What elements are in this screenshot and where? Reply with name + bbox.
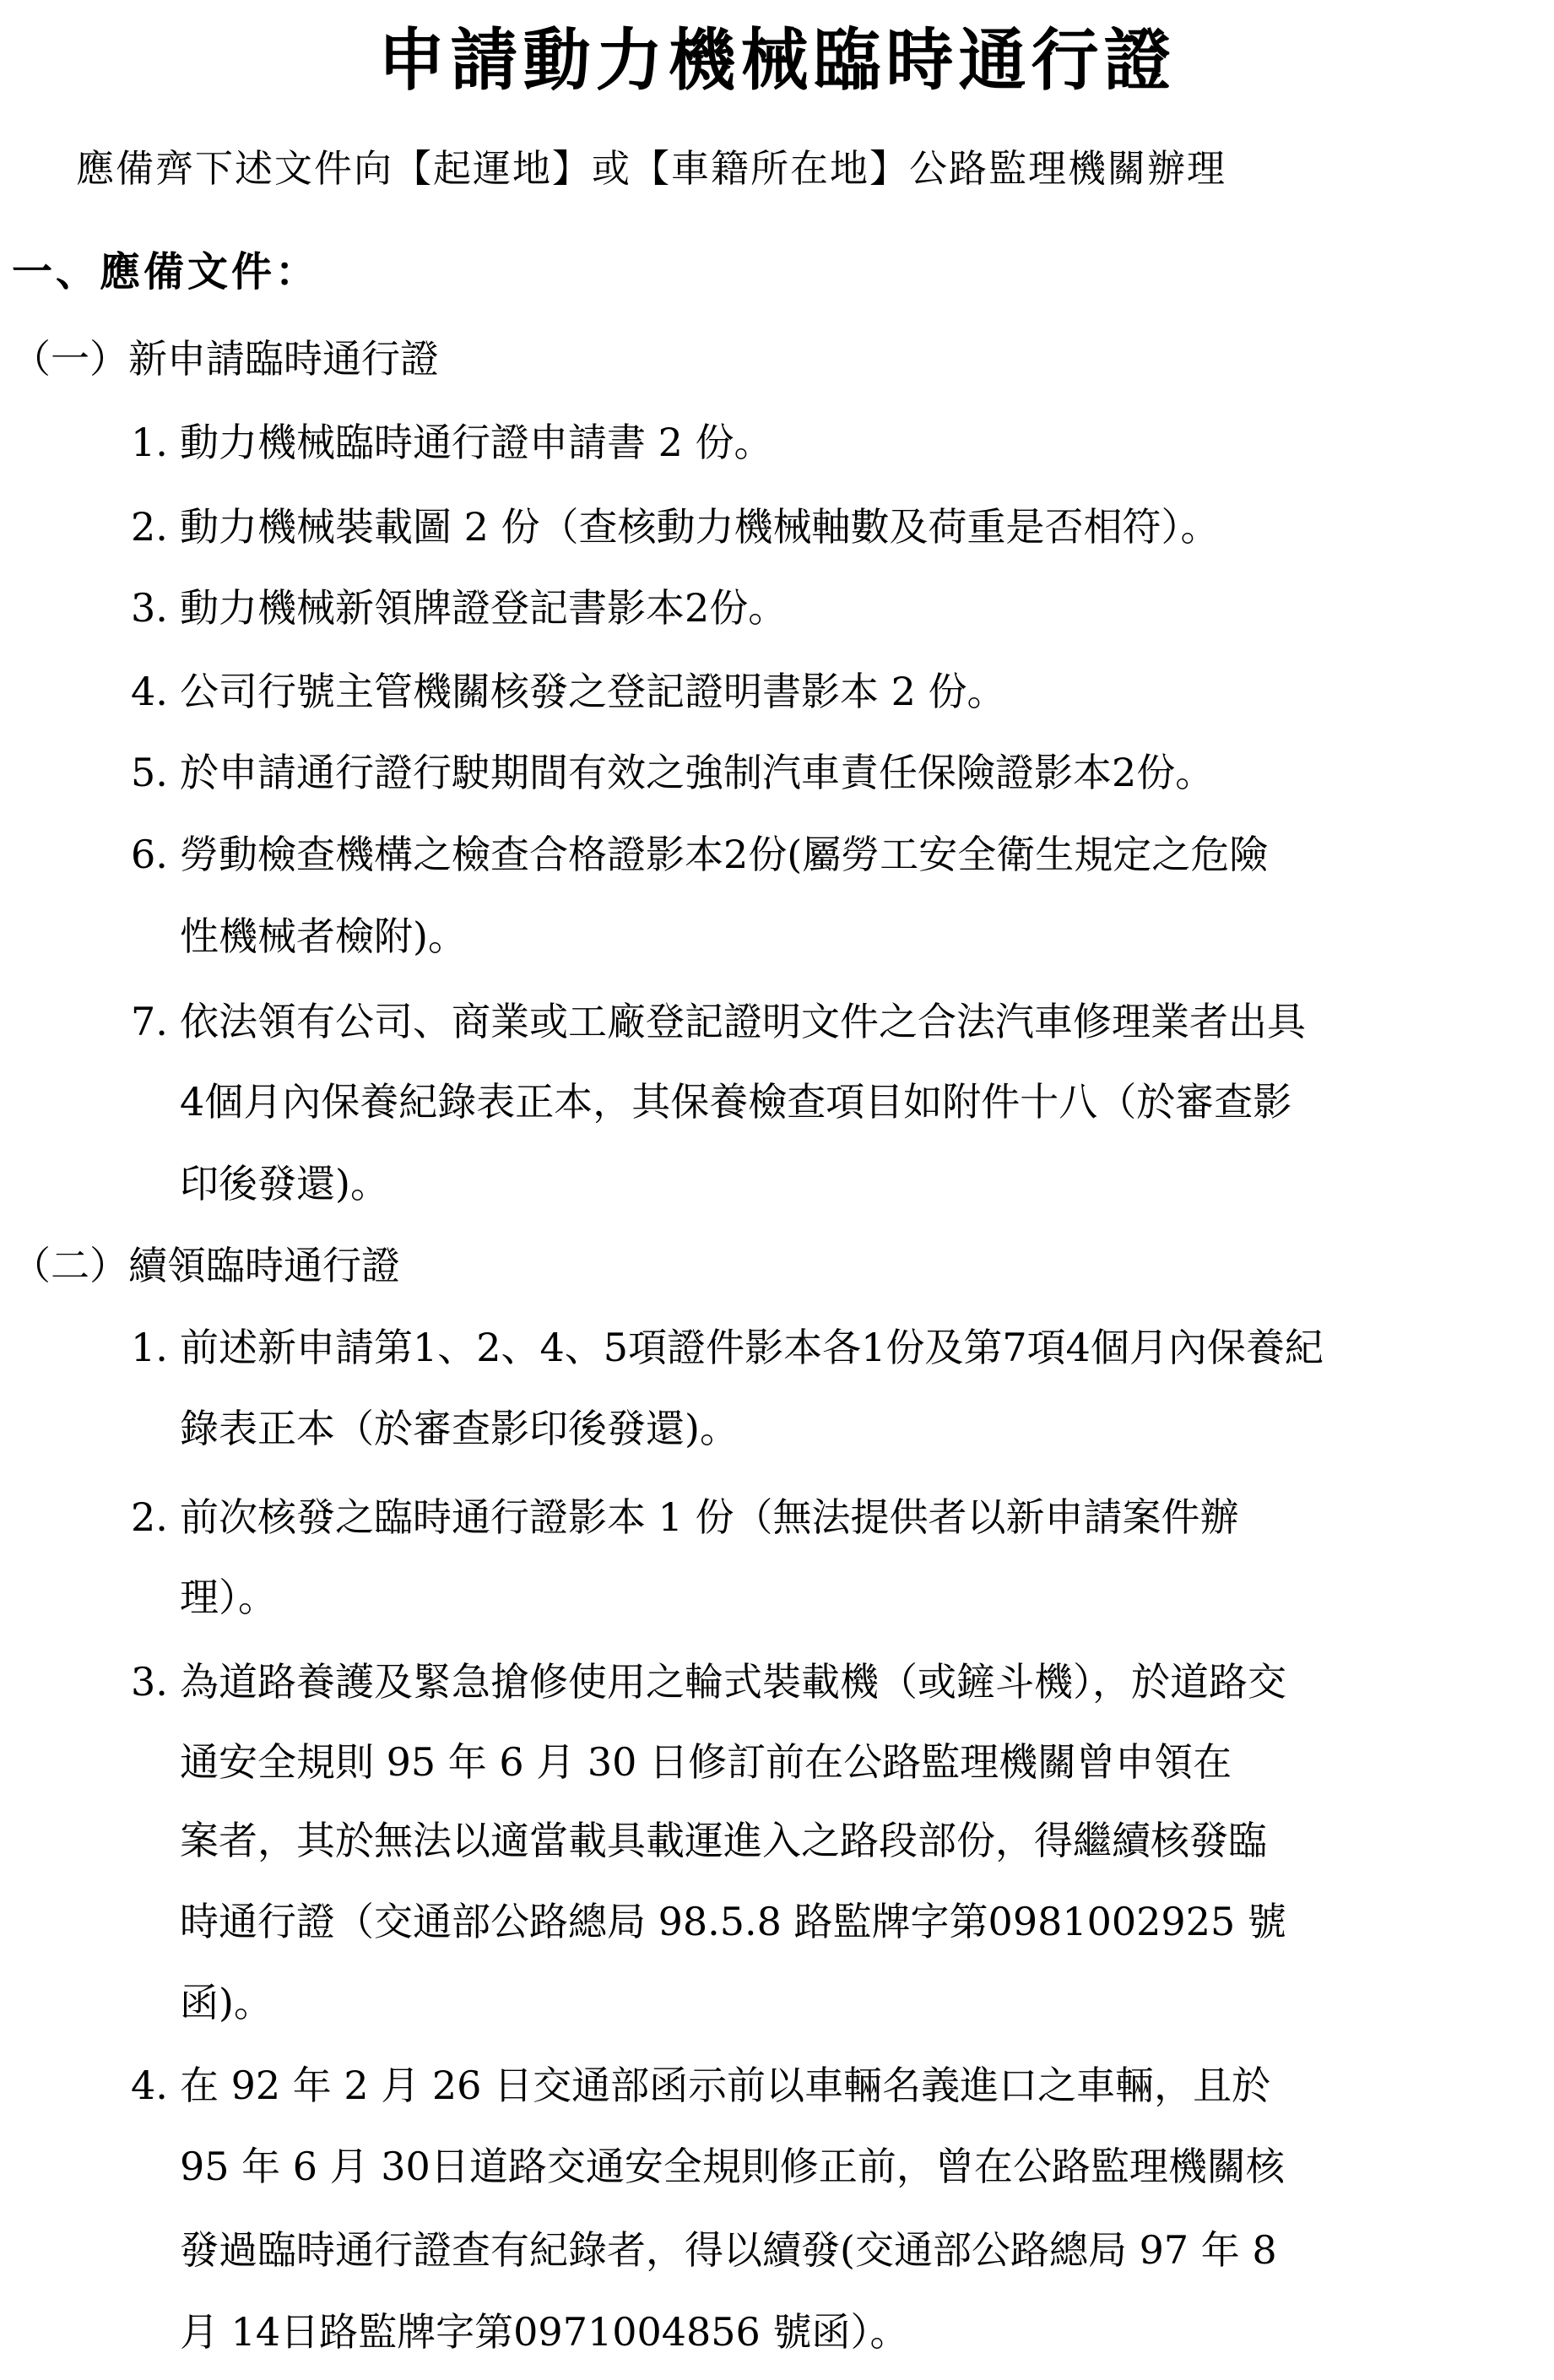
item-text: 在 92 年 2 月 26 日交通部函示前以車輛名義進口之車輛，且於 <box>180 2063 1271 2108</box>
list-item-renewal-3-continued: 通安全規則 95 年 6 月 30 日修訂前在公路監理機關曾申領在 <box>180 1739 1232 1785</box>
list-item-new-4 <box>131 664 1006 718</box>
item-text: 依法領有公司、商業或工廠登記證明文件之合法汽車修理業者出具 <box>180 999 1306 1044</box>
list-item-new-2 <box>131 500 1220 554</box>
list-item-new-5 <box>131 745 1214 800</box>
item-number: 1. <box>131 1325 168 1370</box>
group-heading-renewal: （二）續領臨時通行證 <box>12 1243 400 1288</box>
list-item-renewal-3-continued: 案者，其於無法以適當載具載運進入之路段部份，得繼續核發臨 <box>180 1818 1267 1863</box>
item-number: 5. <box>131 750 168 795</box>
list-item-new-1 <box>131 415 773 469</box>
item-text: 公司行號主管機關核發之登記證明書影本 2 份。 <box>180 669 1006 714</box>
list-item-renewal-3-continued: 函)。 <box>180 1980 273 2025</box>
list-item-new-7-continued: 印後發還)。 <box>180 1161 389 1206</box>
item-text: 動力機械臨時通行證申請書 2 份。 <box>180 420 773 465</box>
document-title: 申請動力機械臨時通行證 <box>377 21 1177 100</box>
list-item-renewal-2-continued: 理）。 <box>180 1575 277 1620</box>
item-text: 前述新申請第1、2、4、5項證件影本各1份及第7項4個月內保養紀 <box>180 1325 1324 1370</box>
list-item-renewal-4-continued: 月 14日路監牌字第0971004856 號函）。 <box>180 2309 909 2355</box>
item-text: 勞動檢查機構之檢查合格證影本2份(屬勞工安全衛生規定之危險 <box>180 832 1269 877</box>
item-number: 2. <box>131 1494 168 1540</box>
item-text: 動力機械新領牌證登記書影本2份。 <box>180 585 788 631</box>
list-item-new-7-continued: 4個月內保養紀錄表正本，其保養檢查項目如附件十八（於審查影 <box>180 1079 1292 1125</box>
list-item-renewal-4-continued: 發過臨時通行證查有紀錄者，得以續發(交通部公路總局 97 年 8 <box>180 2227 1277 2273</box>
item-text: 於申請通行證行駛期間有效之強制汽車責任保險證影本2份。 <box>180 750 1215 795</box>
list-item-renewal-3 <box>131 1655 1286 1709</box>
list-item-renewal-3-continued: 時通行證（交通部公路總局 98.5.8 路監牌字第0981002925 號 <box>180 1899 1286 1944</box>
list-item-renewal-1 <box>131 1320 1324 1374</box>
item-number: 4. <box>131 669 168 714</box>
item-number: 6. <box>131 832 168 877</box>
list-item-renewal-4 <box>131 2058 1270 2112</box>
item-text: 動力機械裝載圖 2 份（查核動力機械軸數及荷重是否相符）。 <box>180 504 1220 550</box>
group-heading-new-application: （一）新申請臨時通行證 <box>12 336 439 382</box>
item-text: 前次核發之臨時通行證影本 1 份（無法提供者以新申請案件辦 <box>180 1494 1239 1540</box>
item-number: 4. <box>131 2063 168 2108</box>
list-item-new-7 <box>131 995 1306 1049</box>
list-item-new-3 <box>131 581 787 635</box>
list-item-renewal-4-continued: 95 年 6 月 30日道路交通安全規則修正前，曾在公路監理機關核 <box>180 2144 1285 2189</box>
item-number: 2. <box>131 504 168 550</box>
section-heading-required-documents: 一、應備文件： <box>12 248 320 295</box>
item-number: 3. <box>131 585 168 631</box>
item-number: 1. <box>131 420 168 465</box>
item-number: 3. <box>131 1659 168 1705</box>
list-item-new-6-continued: 性機械者檢附)。 <box>180 914 467 959</box>
list-item-new-6 <box>131 827 1268 881</box>
list-item-renewal-1-continued: 錄表正本（於審查影印後發還)。 <box>180 1406 739 1451</box>
list-item-renewal-2 <box>131 1490 1239 1544</box>
document-subtitle: 應備齊下述文件向【起運地】或【車籍所在地】公路監理機關辦理 <box>76 146 1227 191</box>
item-number: 7. <box>131 999 168 1044</box>
item-text: 為道路養護及緊急搶修使用之輪式裝載機（或鏟斗機），於道路交 <box>180 1659 1286 1705</box>
